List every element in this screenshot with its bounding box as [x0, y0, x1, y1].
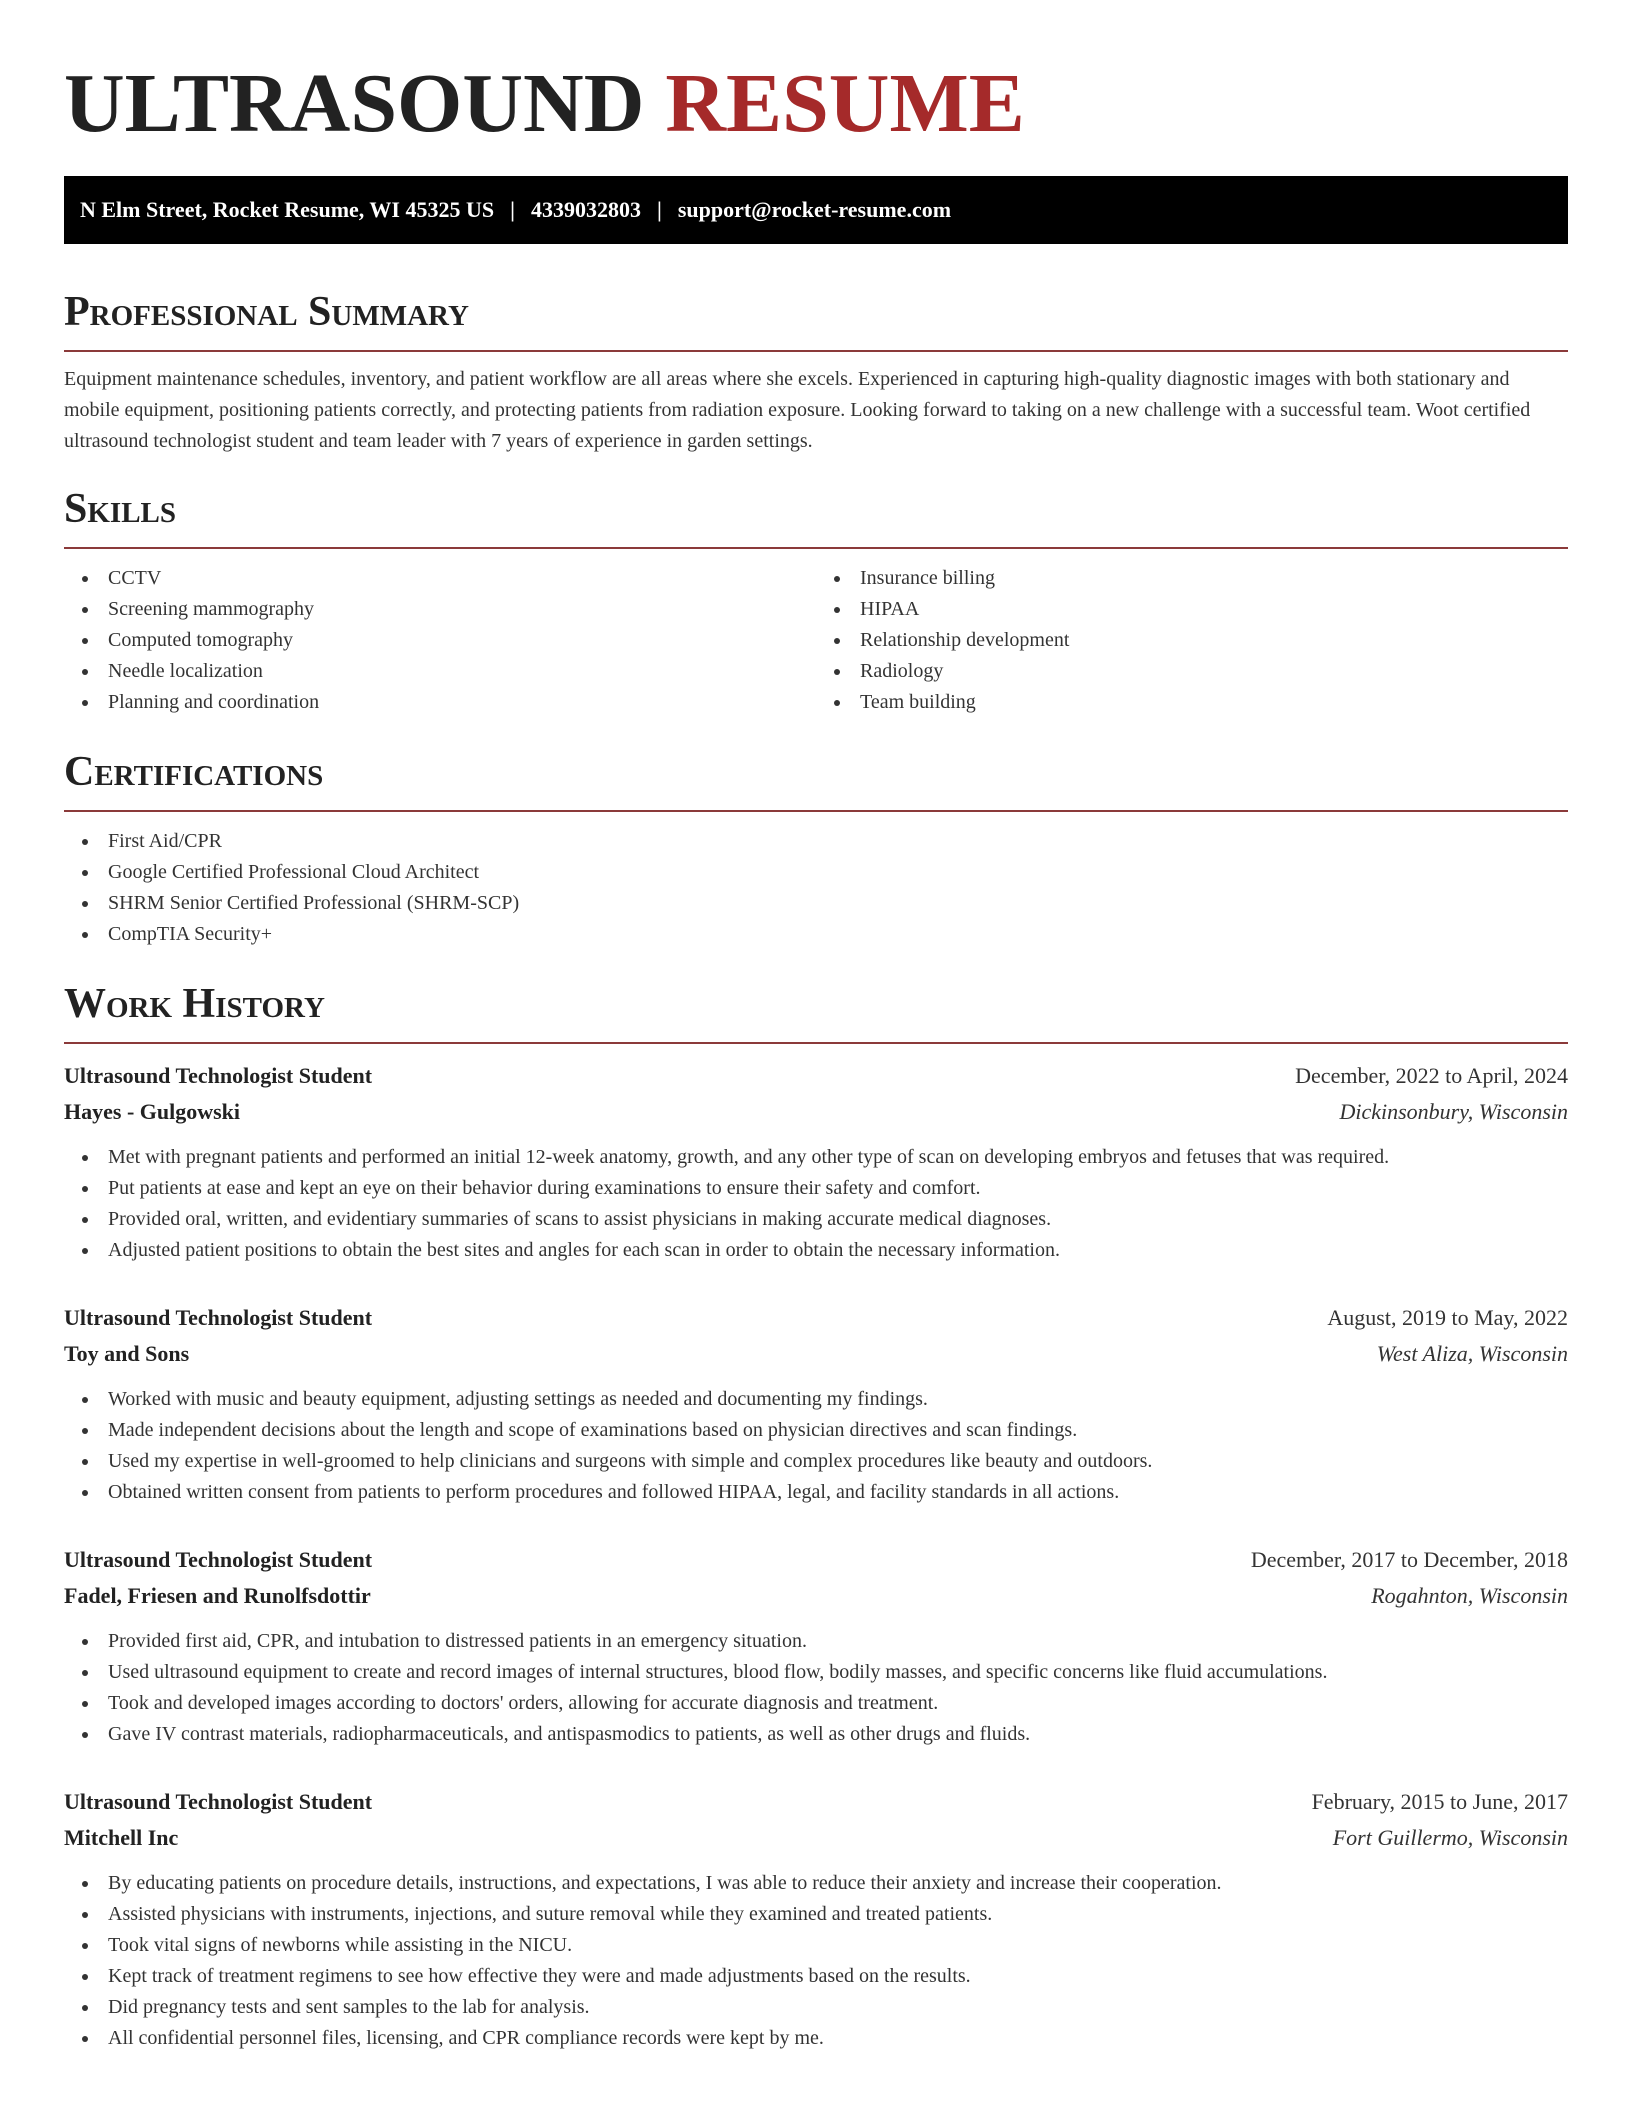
- skill-item: HIPAA: [816, 594, 1568, 625]
- resume-title-accent: RESUME: [665, 57, 1025, 150]
- skill-item: Needle localization: [64, 656, 816, 687]
- job-bullet: Used my expertise in well-groomed to help clinicians and surgeons with simple and complex procedures like beauty and outdoors.: [64, 1446, 1568, 1477]
- job-entry: [64, 1300, 1568, 1508]
- job-subheader-row: [64, 1820, 1568, 1856]
- job-bullet: Met with pregnant patients and performed an initial 12-week anatomy, growth, and any other type of scan on developing embryos and fetuses that was required.: [64, 1142, 1568, 1173]
- job-location: Fort Guillermo, Wisconsin: [1332, 1825, 1568, 1850]
- job-title: Ultrasound Technologist Student: [64, 1547, 373, 1572]
- job-dates: December, 2017 to December, 2018: [1250, 1547, 1568, 1572]
- skill-item: Team building: [816, 687, 1568, 718]
- job-title: Ultrasound Technologist Student: [64, 1305, 373, 1330]
- job-bullets: [64, 1384, 1568, 1508]
- job-subheader-row: [64, 1578, 1568, 1614]
- certification-item: CompTIA Security+: [64, 919, 1568, 950]
- job-location: Dickinsonbury, Wisconsin: [1339, 1099, 1568, 1124]
- job-subheader-row: [64, 1094, 1568, 1130]
- job-bullet: Adjusted patient positions to obtain the best sites and angles for each scan in order to obtain the necessary information.: [64, 1235, 1568, 1266]
- job-company: Toy and Sons: [64, 1341, 190, 1366]
- contact-email: support@rocket-resume.com: [677, 197, 952, 222]
- certifications-list: [64, 826, 1568, 950]
- job-bullet: Kept track of treatment regimens to see how effective they were and made adjustments based on the results.: [64, 1961, 1568, 1992]
- job-dates: February, 2015 to June, 2017: [1311, 1789, 1568, 1814]
- job-bullet: Did pregnancy tests and sent samples to the lab for analysis.: [64, 1992, 1568, 2023]
- job-header-row: [64, 1300, 1568, 1336]
- job-bullets: [64, 1626, 1568, 1750]
- job-header-row: [64, 1058, 1568, 1094]
- contact-bar: [64, 176, 1568, 244]
- contact-separator: |: [510, 197, 515, 222]
- job-bullets: [64, 1142, 1568, 1266]
- job-company: Hayes - Gulgowski: [64, 1099, 241, 1124]
- certification-item: SHRM Senior Certified Professional (SHRM-SCP): [64, 888, 1568, 919]
- skills-heading: Skills: [64, 483, 1568, 549]
- contact-address: N Elm Street, Rocket Resume, WI 45325 US: [80, 197, 495, 222]
- skills-list-left: [64, 563, 816, 718]
- resume-title: [64, 56, 1568, 152]
- certification-item: Google Certified Professional Cloud Architect: [64, 857, 1568, 888]
- skill-item: Insurance billing: [816, 563, 1568, 594]
- job-entry: [64, 1058, 1568, 1266]
- job-company: Mitchell Inc: [64, 1825, 179, 1850]
- summary-heading: Professional Summary: [64, 286, 1568, 352]
- skill-item: Relationship development: [816, 625, 1568, 656]
- job-bullet: Gave IV contrast materials, radiopharmaceuticals, and antispasmodics to patients, as well as other drugs and fluids.: [64, 1719, 1568, 1750]
- job-dates: December, 2022 to April, 2024: [1295, 1063, 1568, 1088]
- job-header-row: [64, 1542, 1568, 1578]
- job-title: Ultrasound Technologist Student: [64, 1789, 373, 1814]
- job-company: Fadel, Friesen and Runolfsdottir: [64, 1583, 371, 1608]
- job-bullets: [64, 1868, 1568, 2054]
- skills-list-right: [816, 563, 1568, 718]
- skill-item: CCTV: [64, 563, 816, 594]
- job-bullet: Made independent decisions about the length and scope of examinations based on physician directives and scan findings.: [64, 1415, 1568, 1446]
- job-location: Rogahnton, Wisconsin: [1371, 1583, 1568, 1608]
- work-history-heading: Work History: [64, 978, 1568, 1044]
- certifications-heading: Certifications: [64, 746, 1568, 812]
- job-bullet: Assisted physicians with instruments, injections, and suture removal while they examined and treated patients.: [64, 1899, 1568, 1930]
- job-bullet: Provided first aid, CPR, and intubation to distressed patients in an emergency situation.: [64, 1626, 1568, 1657]
- job-entry: [64, 1784, 1568, 2054]
- job-bullet: Worked with music and beauty equipment, adjusting settings as needed and documenting my findings.: [64, 1384, 1568, 1415]
- job-entry: [64, 1542, 1568, 1750]
- resume-title-main: ULTRASOUND: [64, 57, 645, 150]
- job-bullet: Put patients at ease and kept an eye on their behavior during examinations to ensure their safety and comfort.: [64, 1173, 1568, 1204]
- summary-text: Equipment maintenance schedules, inventory, and patient workflow are all areas where she excels. Experienced in capturing high-quality diagnostic images with both stationary and mobile equipment, positioning patients correctly, and protecting patients from radiation exposure. Looking forward to taking on a new challenge with a successful team. Woot certified ultrasound technologist student and team leader with 7 years of experience in garden settings.: [64, 368, 1531, 452]
- job-bullet: All confidential personnel files, licensing, and CPR compliance records were kept by me.: [64, 2023, 1568, 2054]
- job-bullet: Used ultrasound equipment to create and record images of internal structures, blood flow, bodily masses, and specific concerns like fluid accumulations.: [64, 1657, 1568, 1688]
- skills-grid: [64, 563, 1568, 718]
- job-bullet: Took and developed images according to doctors' orders, allowing for accurate diagnosis and treatment.: [64, 1688, 1568, 1719]
- skill-item: Radiology: [816, 656, 1568, 687]
- contact-separator: |: [656, 197, 662, 222]
- certification-item: First Aid/CPR: [64, 826, 1568, 857]
- skill-item: Planning and coordination: [64, 687, 816, 718]
- job-title: Ultrasound Technologist Student: [64, 1063, 373, 1088]
- contact-phone: 4339032803: [530, 197, 641, 222]
- job-subheader-row: [64, 1336, 1568, 1372]
- job-bullet: Provided oral, written, and evidentiary summaries of scans to assist physicians in making accurate medical diagnoses.: [64, 1204, 1568, 1235]
- job-bullet: By educating patients on procedure details, instructions, and expectations, I was able to reduce their anxiety and increase their cooperation.: [64, 1868, 1568, 1899]
- job-header-row: [64, 1784, 1568, 1820]
- job-location: West Aliza, Wisconsin: [1376, 1341, 1568, 1366]
- skill-item: Computed tomography: [64, 625, 816, 656]
- job-bullet: Obtained written consent from patients to perform procedures and followed HIPAA, legal, and facility standards in all actions.: [64, 1477, 1568, 1508]
- skill-item: Screening mammography: [64, 594, 816, 625]
- job-dates: August, 2019 to May, 2022: [1327, 1305, 1568, 1330]
- job-bullet: Took vital signs of newborns while assisting in the NICU.: [64, 1930, 1568, 1961]
